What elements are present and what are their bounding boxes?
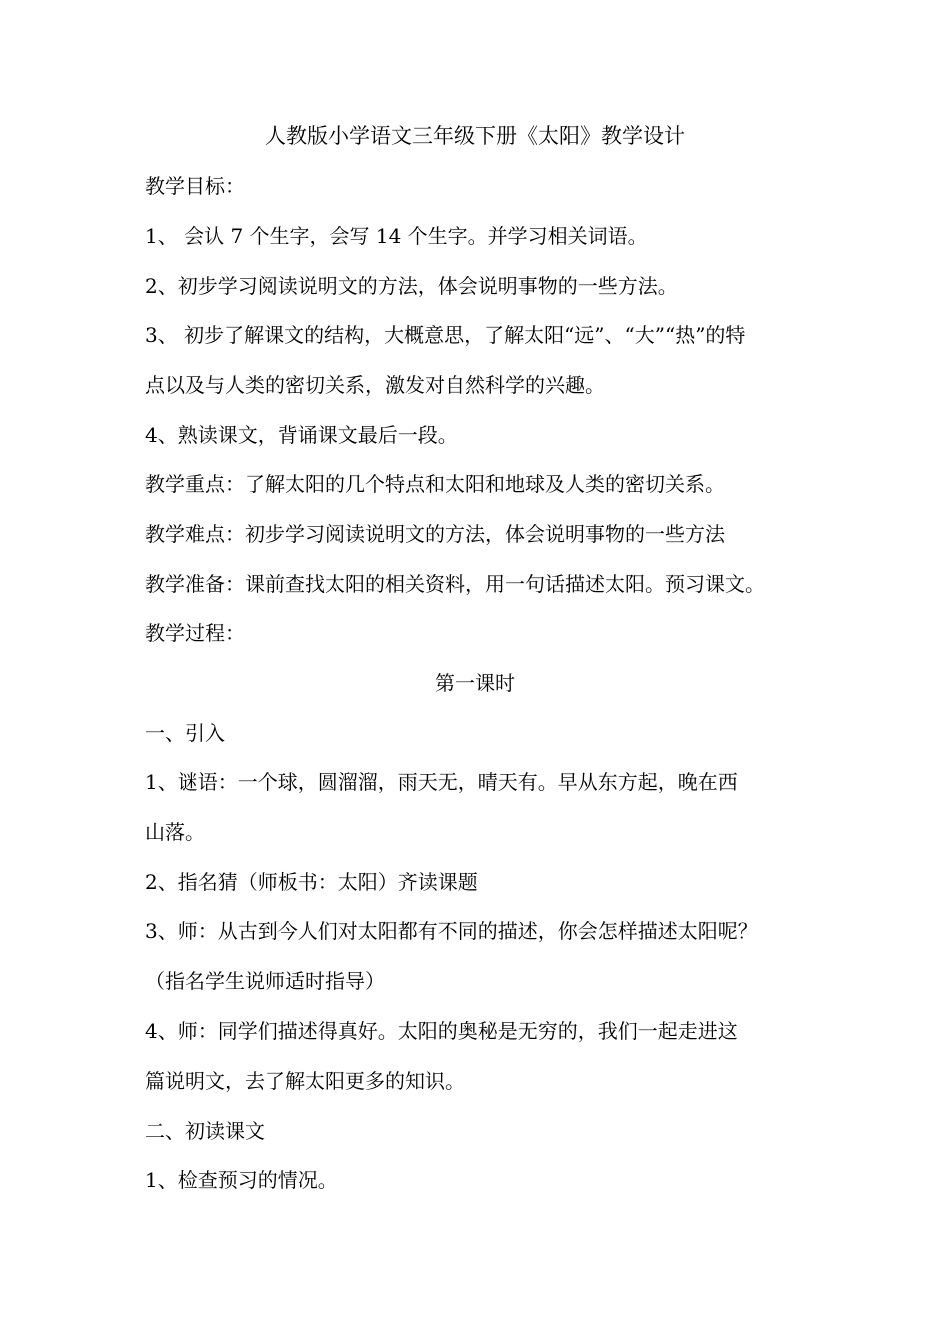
intro-item-4-cont: 篇说明文，去了解太阳更多的知识。 bbox=[145, 1069, 465, 1093]
step-heading-intro: 一、引入 bbox=[145, 721, 225, 745]
intro-item-4: 4、师：同学们描述得真好。太阳的奥秘是无穷的，我们一起走进这 bbox=[145, 1019, 738, 1043]
objective-item-2: 2、初步学习阅读说明文的方法，体会说明事物的一些方法。 bbox=[145, 274, 678, 298]
intro-item-3: 3、师：从古到今人们对太阳都有不同的描述，你会怎样描述太阳呢？ bbox=[145, 919, 758, 943]
objective-item-3-cont: 点以及与人类的密切关系，激发对自然科学的兴趣。 bbox=[145, 373, 605, 397]
intro-item-3-cont: （指名学生说师适时指导） bbox=[145, 969, 385, 993]
first-reading-item-1: 1、检查预习的情况。 bbox=[145, 1168, 338, 1192]
objective-item-4: 4、熟读课文，背诵课文最后一段。 bbox=[145, 423, 458, 447]
difficult-points: 教学难点：初步学习阅读说明文的方法，体会说明事物的一些方法 bbox=[145, 522, 725, 546]
objective-item-1: 1、 会认 7 个生字，会写 14 个生字。并学习相关词语。 bbox=[145, 224, 648, 248]
section-heading-process: 教学过程： bbox=[145, 621, 245, 645]
intro-item-1: 1、谜语：一个球，圆溜溜，雨天无，晴天有。早从东方起，晚在西 bbox=[145, 770, 738, 794]
objective-item-3: 3、 初步了解课文的结构，大概意思，了解太阳“远”、“大”“热”的特 bbox=[145, 323, 746, 347]
lesson-heading: 第一课时 bbox=[435, 671, 515, 695]
intro-item-2: 2、指名猜（师板书：太阳）齐读课题 bbox=[145, 870, 478, 894]
document-title: 人教版小学语文三年级下册《太阳》教学设计 bbox=[265, 124, 685, 148]
section-heading-objectives: 教学目标： bbox=[145, 174, 245, 198]
key-points: 教学重点：了解太阳的几个特点和太阳和地球及人类的密切关系。 bbox=[145, 472, 725, 496]
preparation: 教学准备：课前查找太阳的相关资料，用一句话描述太阳。预习课文。 bbox=[145, 572, 765, 596]
step-heading-first-reading: 二、初读课文 bbox=[145, 1119, 265, 1143]
intro-item-1-cont: 山落。 bbox=[145, 820, 205, 844]
